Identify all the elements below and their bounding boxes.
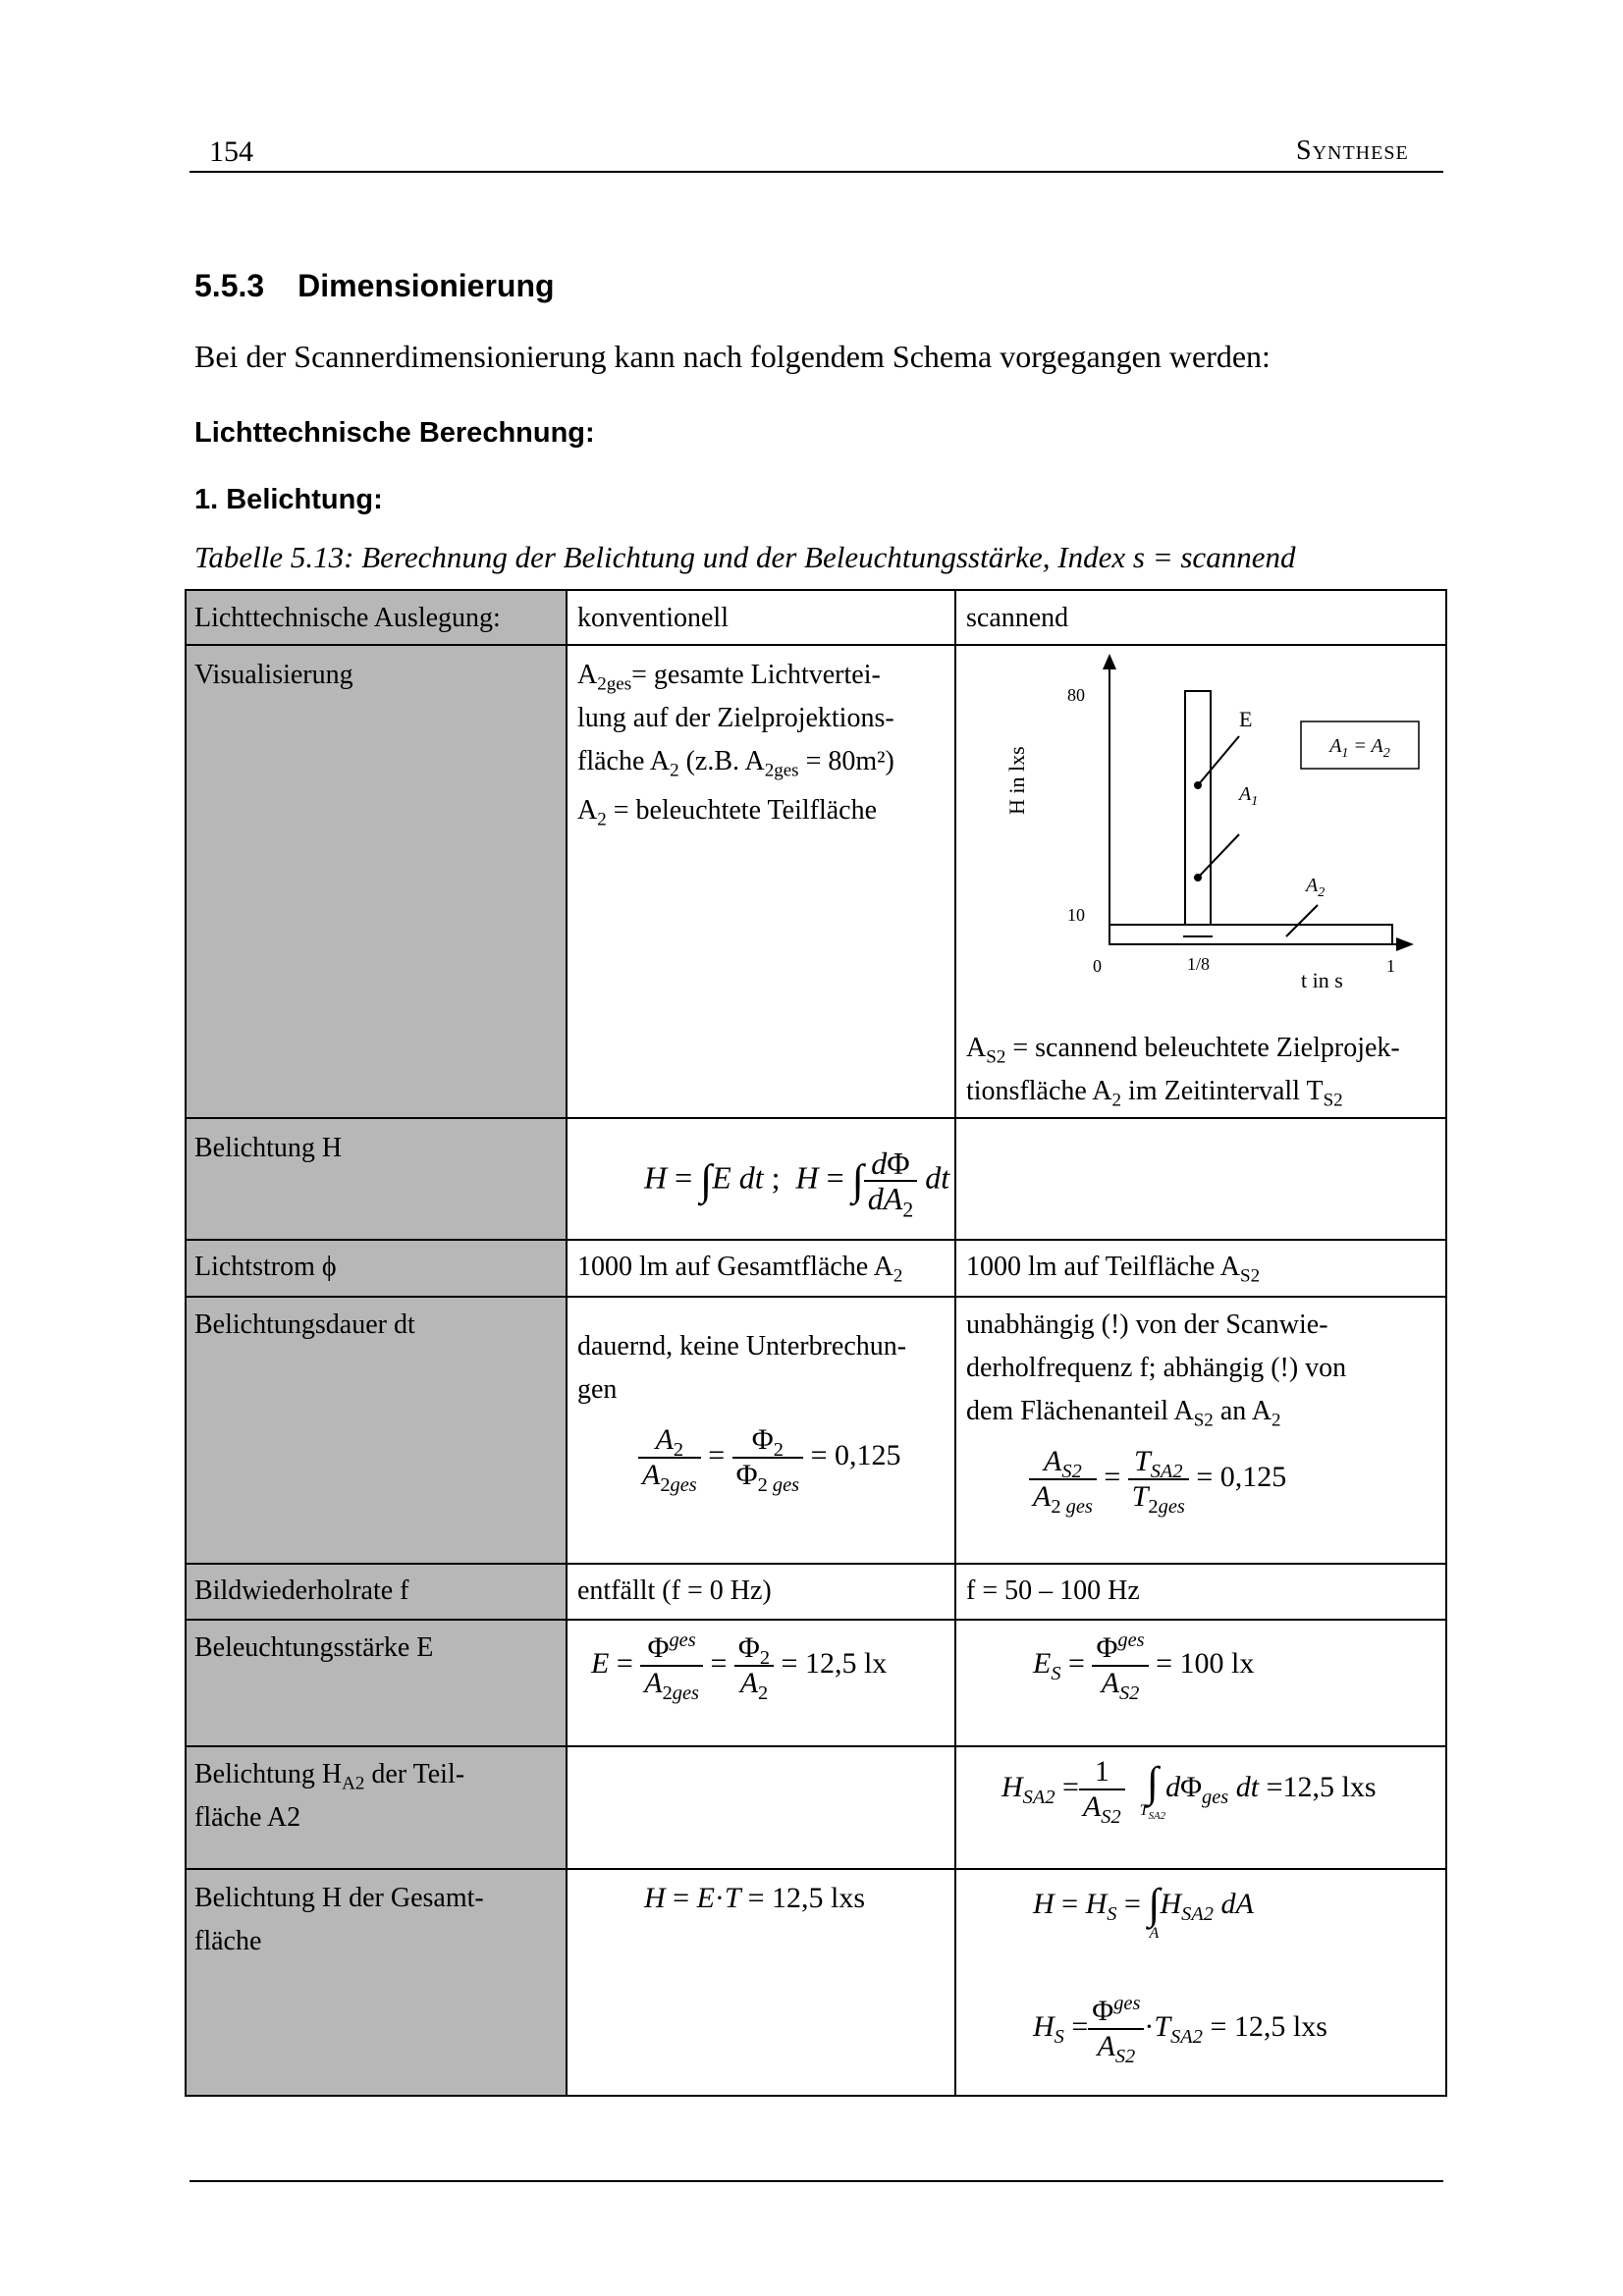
lichtstrom-scannend: 1000 lm auf Teilfläche $A_{S2}$ xyxy=(966,1252,1261,1287)
formula-h-scannend-1: $H = H_S$ = ∫ A $H_{SA2}$ dA xyxy=(1033,1880,1254,1942)
formula-dauer-konventionell: $\frac{A_2}{A_{2ges}}$ = $\frac{\Phi_2}{\Phi_{2 ges}}$ = 0,125 xyxy=(638,1423,900,1492)
area-a1-rect xyxy=(1185,691,1211,925)
label-a1: $A_1$ xyxy=(1239,783,1259,809)
row-rule xyxy=(187,1563,1445,1565)
row-rule xyxy=(187,644,1445,646)
visualisierung-scannend: $A_{S2}$ = scannend beleuchtete Zielprojek- tionsfläche $A_2$ im Zeitintervall $T_{S2}$ xyxy=(966,1033,1400,1111)
header-cell-auslegung: Lichttechnische Auslegung: xyxy=(194,603,501,633)
row-rule xyxy=(187,1619,1445,1621)
row-label-gesamtflaeche: Belichtung H der Gesamt- fläche xyxy=(194,1883,484,1956)
row-rule xyxy=(187,1868,1445,1870)
row-label-lichtstrom: Lichtstrom ϕ xyxy=(194,1252,337,1282)
section-title: Dimensionierung xyxy=(298,268,555,303)
pointer-line-a1 xyxy=(1198,834,1239,878)
x-axis-label: t in s xyxy=(1301,968,1343,992)
y-axis-label: H in lxs xyxy=(1004,746,1029,815)
formula-belichtung: H = ∫E dt ; H = ∫ $\frac{d\Phi}{dA_2}$ dt xyxy=(644,1146,950,1222)
page-number: 154 xyxy=(209,135,253,168)
visualisierung-konventionell: $A_{2ges}=$ gesamte Lichtvertei- lung auf der Zielprojektions- fläche $A_2$ (z.B. $A_{2ges} = 80m^2$) $A_2$ = beleuchtete Teilfläche xyxy=(577,660,894,830)
x-axis-arrow-icon xyxy=(1396,937,1414,951)
formula-e-scannend: $E_S$ = $\frac{\Phi^{ges}}{A_{S2}}$ = 100 lx xyxy=(1033,1629,1255,1704)
dauer-scannend-text: unabhängig (!) von der Scanwie- derholfrequenz f; abhängig (!) von dem Flächenanteil $A_{S2}$ an $A_2$ xyxy=(966,1309,1347,1431)
formula-h-scannend-2: $H_S$ = $\frac{\Phi^{ges}}{A_{S2}}$ $\cdot T_{SA2} = 12,5$ lxs xyxy=(1033,1993,1327,2067)
area-a2-rect xyxy=(1109,925,1392,944)
running-title: Synthese xyxy=(1296,135,1409,166)
y-tick-80: 80 xyxy=(1067,685,1085,705)
section-number: 5.5.3 xyxy=(194,268,265,303)
x-tick-1-8: 1/8 xyxy=(1187,954,1211,974)
intro-paragraph: Bei der Scannerdimensionierung kann nach folgendem Schema vorgegangen werden: xyxy=(194,339,1271,374)
row-label-bildwiederholrate: Bildwiederholrate f xyxy=(194,1575,409,1606)
subheading-lichttechnisch: Lichttechnische Berechnung: xyxy=(194,417,595,449)
label-a2: $A_2$ xyxy=(1306,875,1325,900)
formula-h-konventionell: H = E·T = 12,5 lxs xyxy=(644,1882,866,1914)
row-rule xyxy=(187,1117,1445,1119)
subheading-belichtung: 1. Belichtung: xyxy=(194,484,383,515)
scan-diagram xyxy=(962,650,1443,1023)
y-axis-arrow-icon xyxy=(1103,654,1116,669)
formula-hsa2-scannend: $H_{SA2}$ = $\frac{1}{A_{S2}}$ ∫ $T_{SA2}$ $d\Phi_{ges}$ dt =12,5 lxs xyxy=(1001,1755,1377,1828)
section-heading xyxy=(194,268,555,304)
row-label-teilflaeche: Belichtung $H_{A2}$ der Teil- fläche A2 xyxy=(194,1759,465,1833)
formula-dauer-scannend: $\frac{A_{S2}}{A_{2 ges}}$ = $\frac{T_{SA2}}{T_{2ges}}$ = 0,125 xyxy=(1029,1445,1286,1514)
formula-e-konventionell: E = $\frac{\Phi^{ges}}{A_{2ges}}$ = $\frac{\Phi_2}{A_2}$ = 12,5 lx xyxy=(591,1629,888,1704)
bildwiederholrate-konventionell: entfällt (f = 0 Hz) xyxy=(577,1575,772,1606)
row-label-dauer: Belichtungsdauer dt xyxy=(194,1309,415,1340)
label-e: E xyxy=(1239,707,1253,731)
row-label-beleuchtungsstaerke: Beleuchtungsstärke E xyxy=(194,1632,434,1663)
table-caption: Tabelle 5.13: Berechnung der Belichtung und der Beleuchtungsstärke, Index s = scannend xyxy=(194,540,1296,574)
x-tick-0: 0 xyxy=(1093,956,1102,976)
header-rule xyxy=(189,171,1443,173)
pointer-line-a2 xyxy=(1286,905,1318,936)
lichtstrom-konventionell: 1000 lm auf Gesamtfläche $A_2$ xyxy=(577,1252,903,1287)
y-tick-10: 10 xyxy=(1067,905,1085,925)
row-label-visualisierung: Visualisierung xyxy=(194,660,353,690)
bildwiederholrate-scannend: f = 50 – 100 Hz xyxy=(966,1575,1140,1606)
dauer-konventionell-text: dauernd, keine Unterbrechun- gen xyxy=(577,1331,907,1405)
row-rule xyxy=(187,1745,1445,1747)
equation-box-text: $A_1 = A_2$ xyxy=(1329,735,1390,761)
belichtung-table xyxy=(185,589,1447,2097)
footer-rule xyxy=(189,2180,1443,2182)
row-rule xyxy=(187,1296,1445,1298)
header-cell-scannend: scannend xyxy=(966,603,1069,633)
header-cell-konventionell: konventionell xyxy=(577,603,729,633)
pointer-line-e xyxy=(1198,736,1239,785)
x-tick-1: 1 xyxy=(1386,956,1395,976)
row-rule xyxy=(187,1239,1445,1241)
row-label-belichtung: Belichtung H xyxy=(194,1133,343,1163)
